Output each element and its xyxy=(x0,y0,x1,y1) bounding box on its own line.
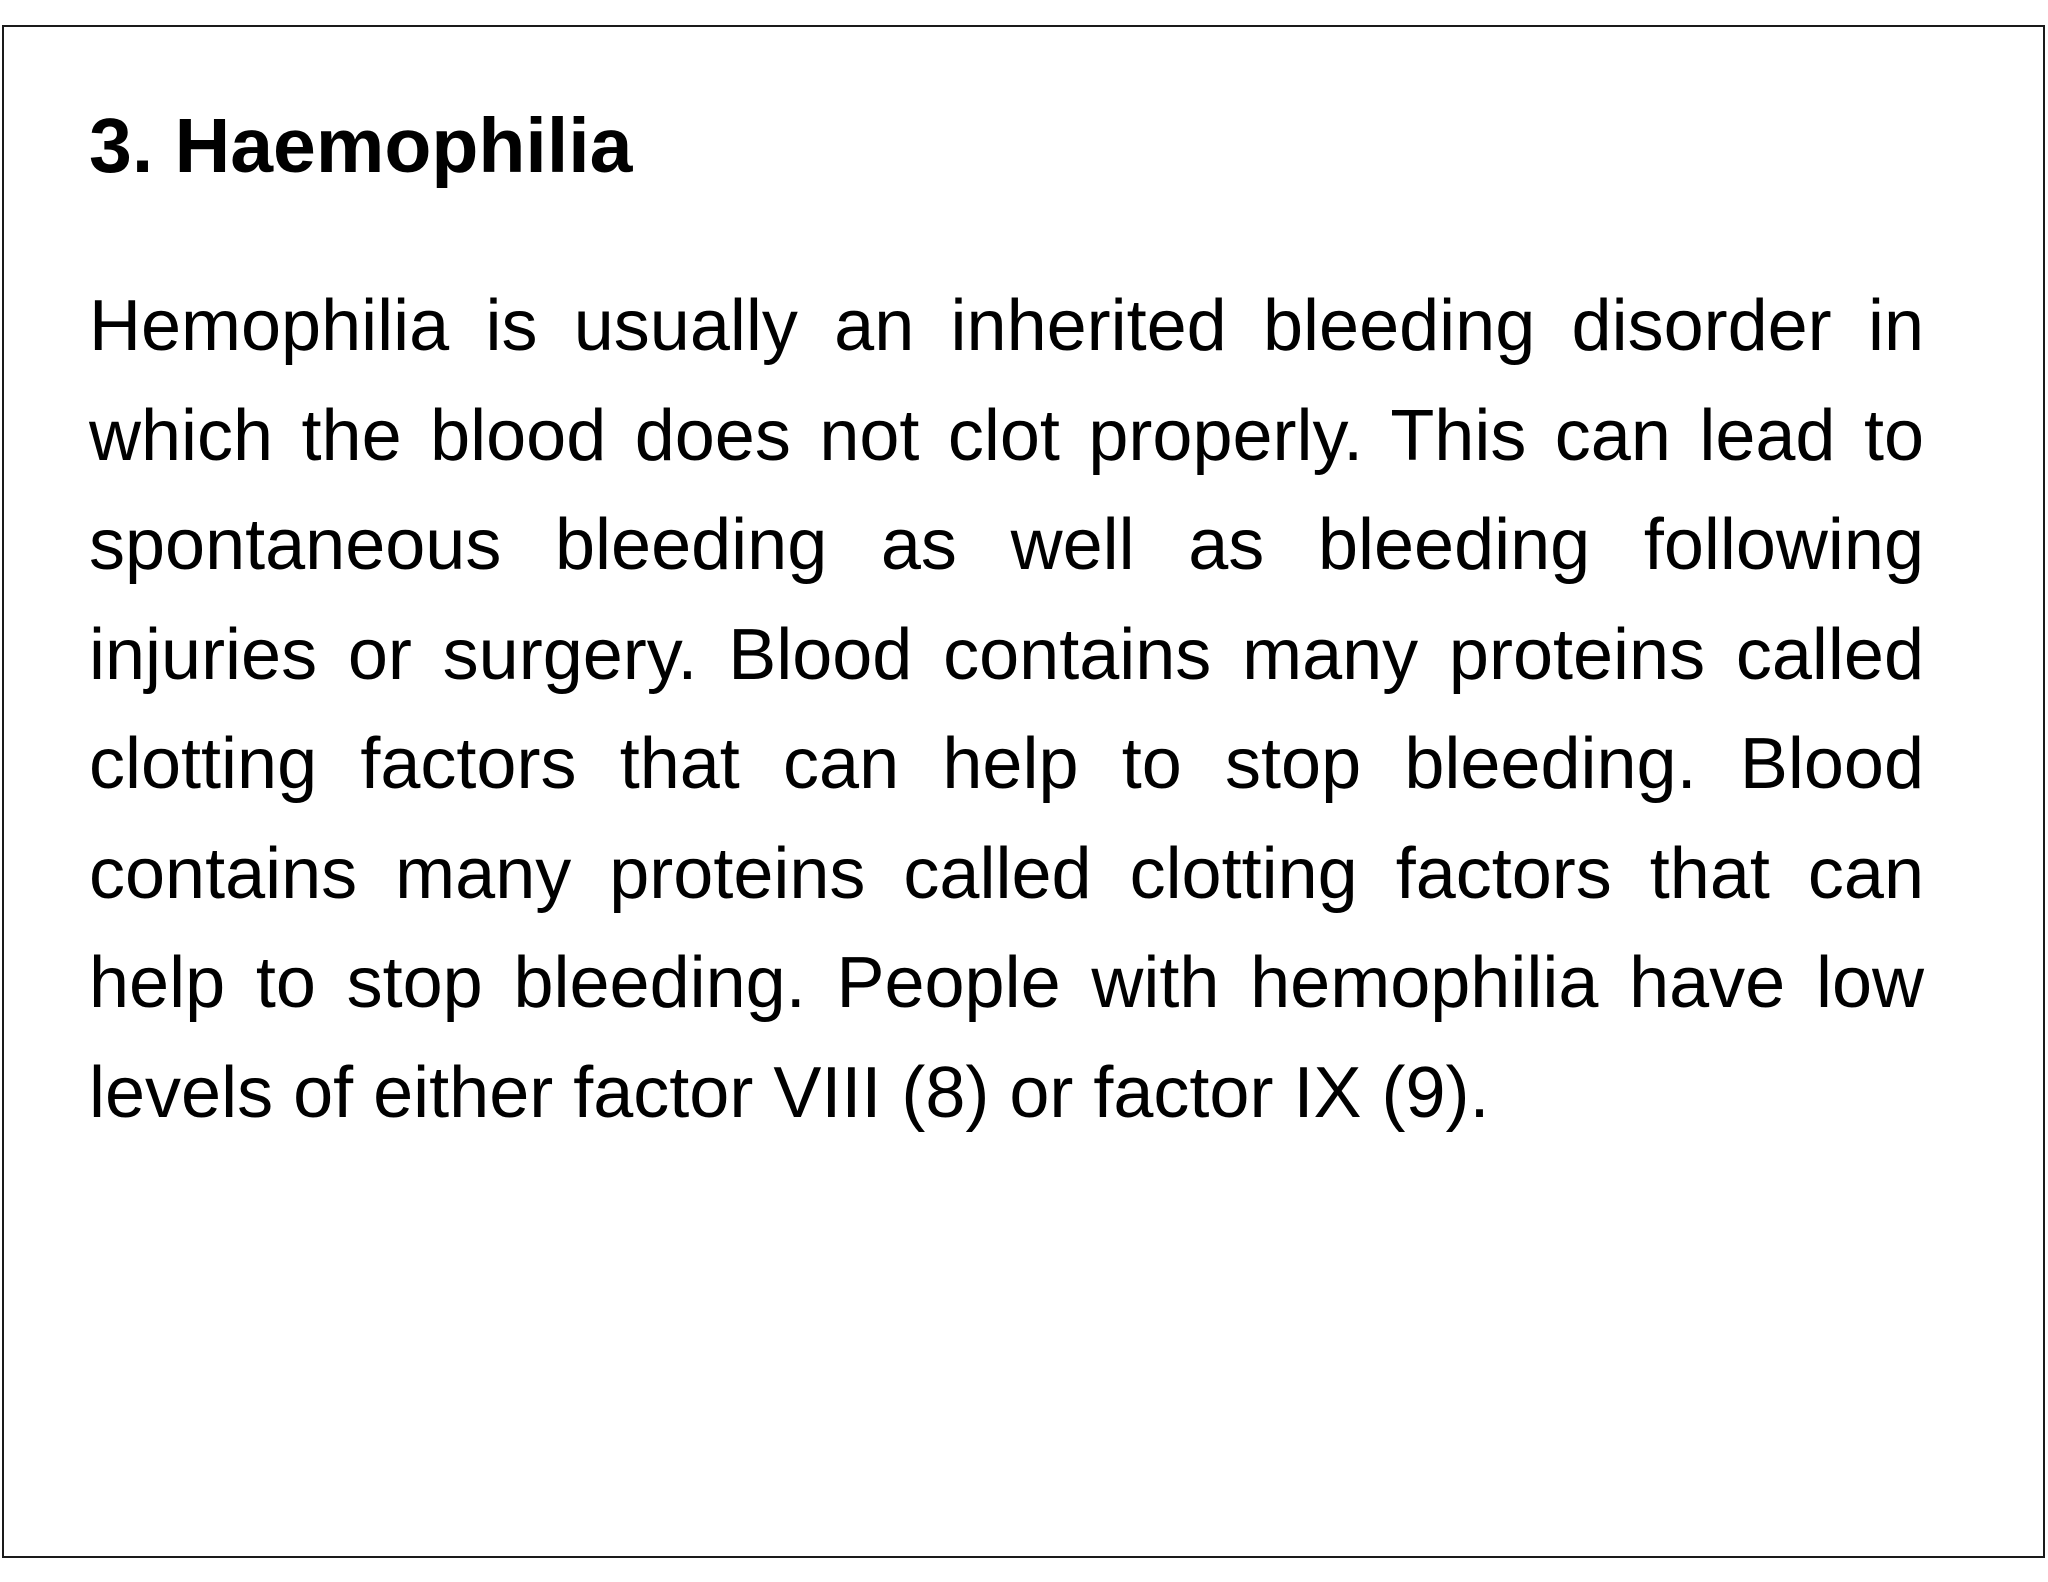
slide-title: 3. Haemophilia xyxy=(89,103,633,189)
slide-body-text: Hemophilia is usually an inherited bleeding disorder in which the blood does not clot properly. This can lead to spontaneous bleeding as well as bleeding following injuries or surgery. Blood contains many proteins called clotting factors that can help to stop bleeding. Blood contains many proteins called clotting factors that can help to stop bleeding. People with hemophilia have low levels of either factor VIII (8) or factor IX (9). xyxy=(89,286,1924,1133)
